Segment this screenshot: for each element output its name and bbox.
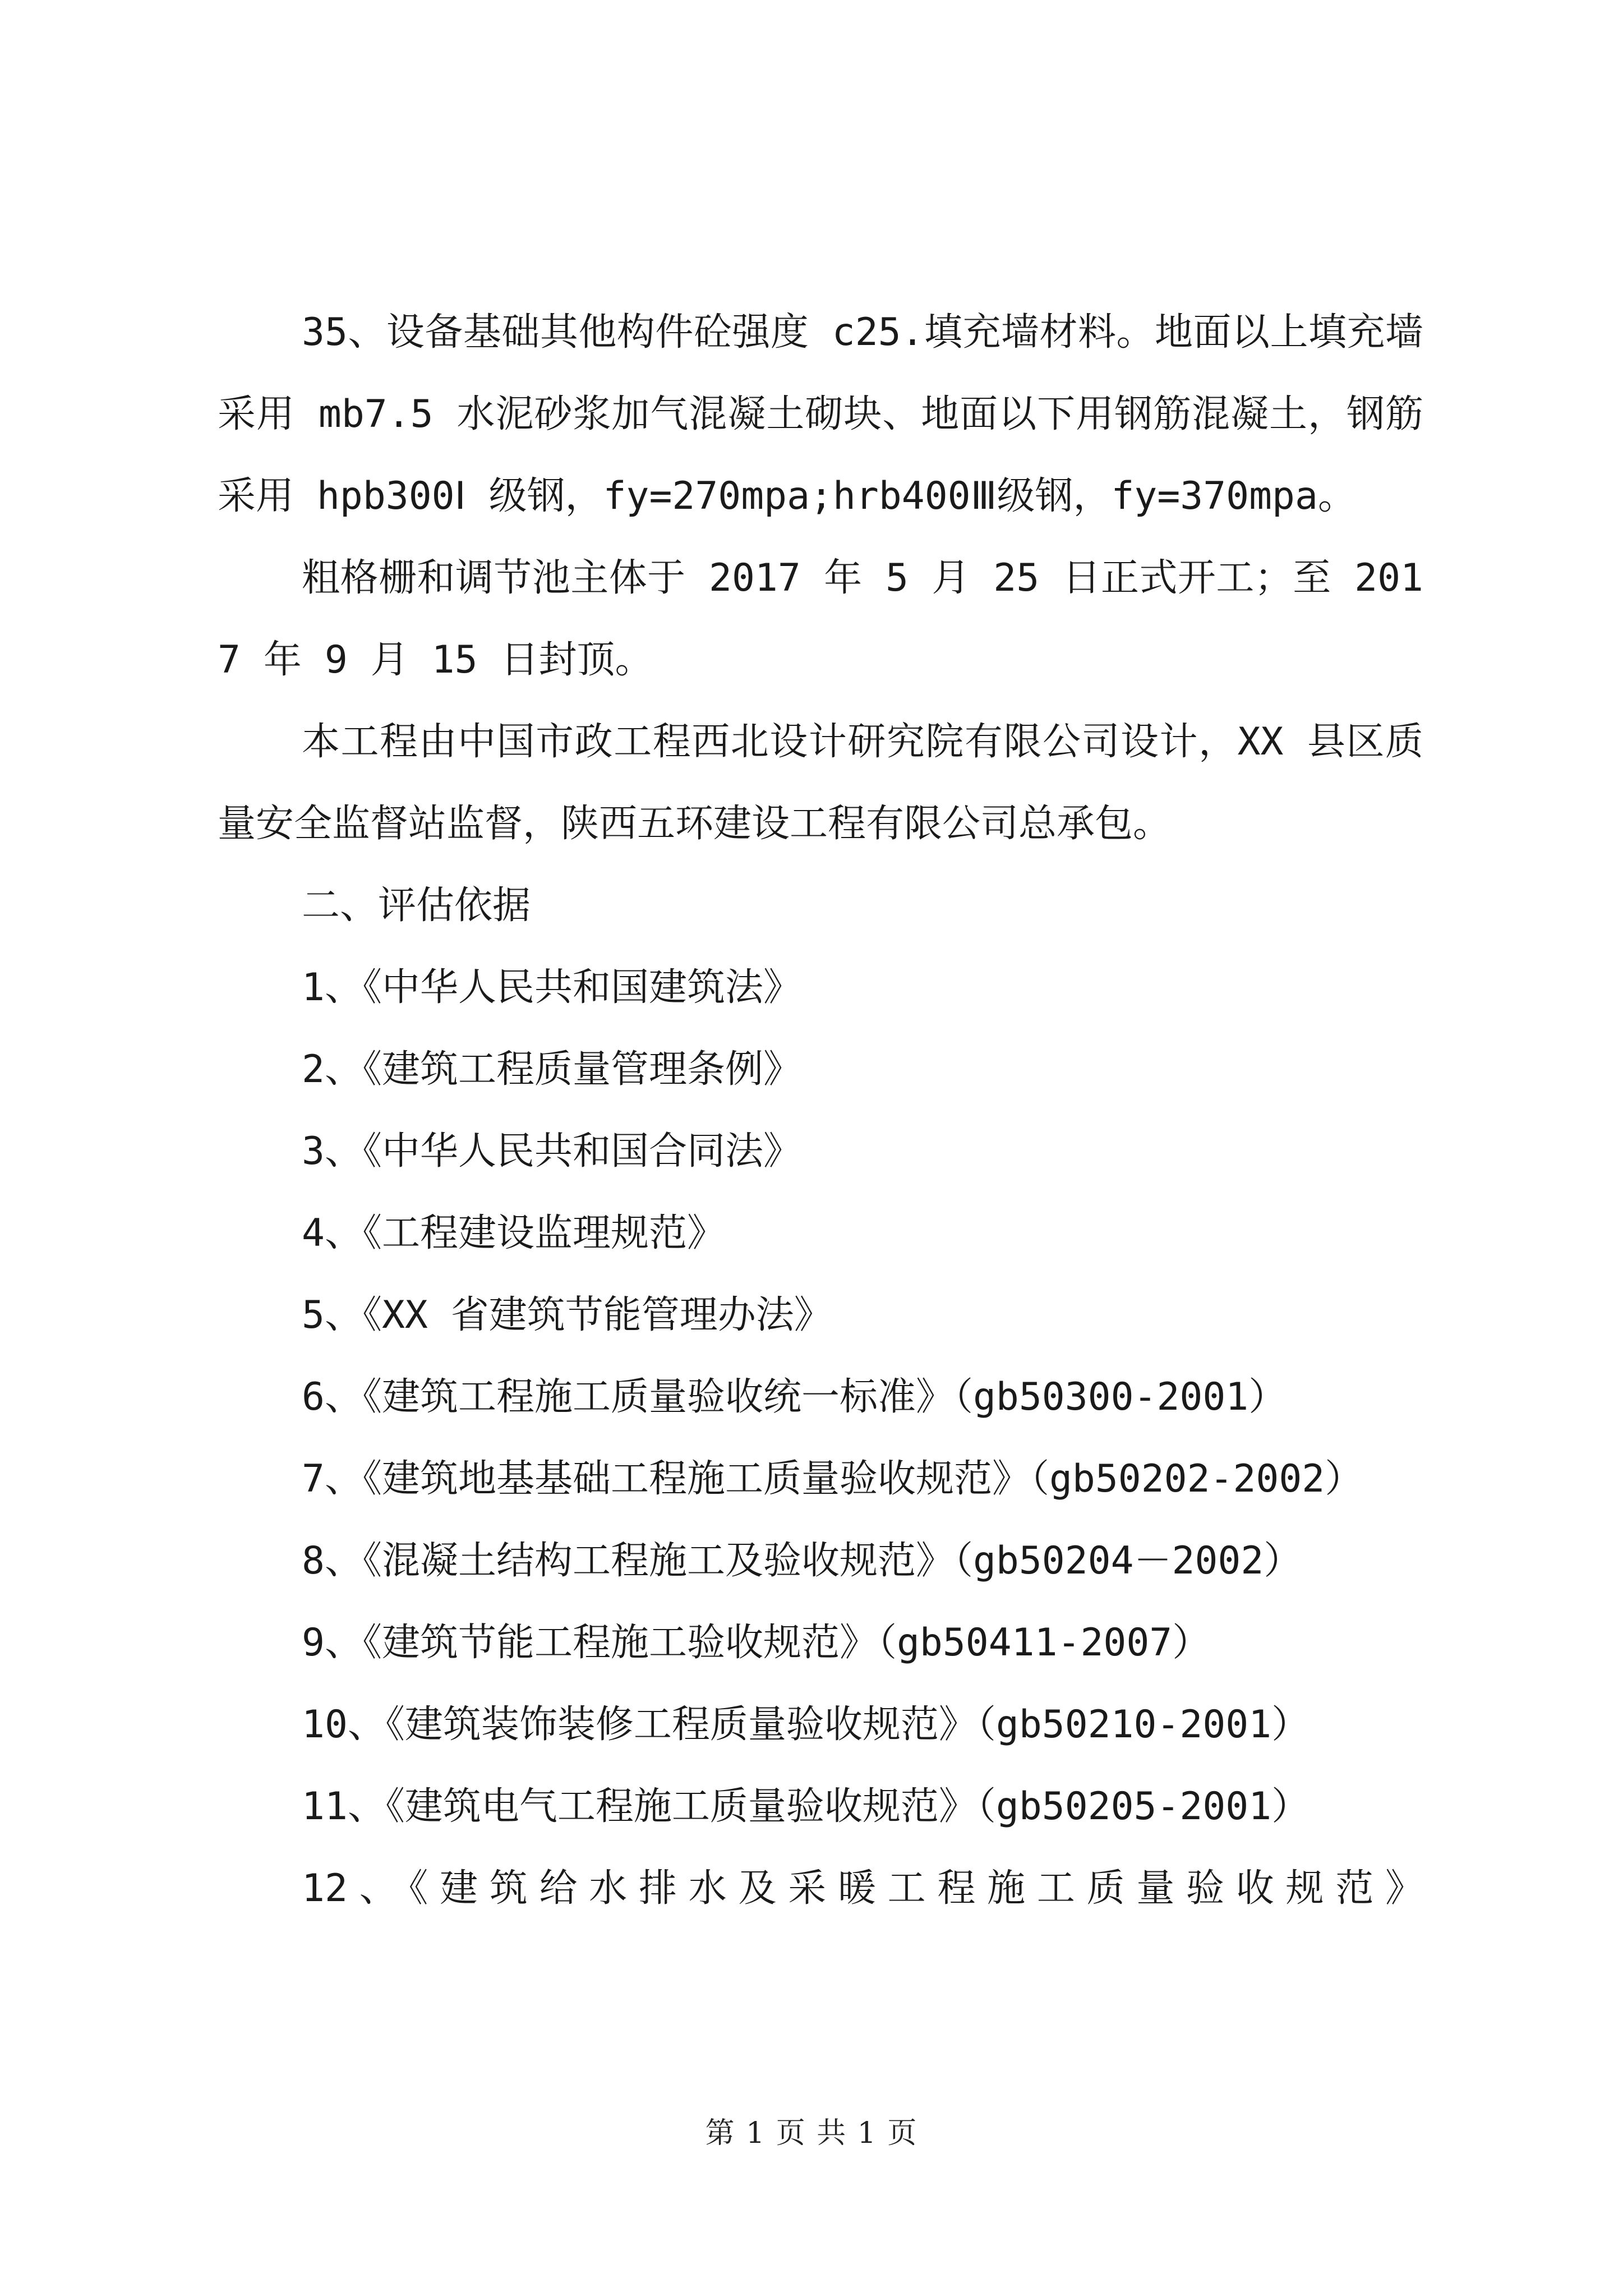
page-footer: 第 1 页 共 1 页 [705,2116,918,2150]
basis-item: 12、《建筑给水排水及采暖工程施工质量验收规范》 [302,1866,1423,1911]
basis-item: 3、《中华人民共和国合同法》 [302,1129,801,1174]
basis-item: 10、《建筑装饰装修工程质量验收规范》（gb50210-2001） [302,1703,1310,1747]
basis-item: 6、《建筑工程施工质量验收统一标准》（gb50300-2001） [302,1375,1287,1419]
basis-item: 9、《建筑节能工程施工验收规范》（gb50411-2007） [302,1621,1211,1665]
basis-item: 1、《中华人民共和国建筑法》 [302,965,801,1010]
section-heading: 二、评估依据 [302,884,531,928]
basis-item: 8、《混凝土结构工程施工及验收规范》（gb50204－2002） [302,1539,1302,1583]
basis-item: 5、《XX 省建筑节能管理办法》 [302,1293,832,1337]
basis-item: 4、《工程建设监理规范》 [302,1211,725,1255]
paragraph-parties: 本工程由中国市政工程西北设计研究院有限公司设计，XX 县区质量安全监督站监督，陕西五环建设工程有限公司总承包。 [218,720,1423,846]
basis-item: 2、《建筑工程质量管理条例》 [302,1047,801,1092]
basis-item: 11、《建筑电气工程施工质量验收规范》（gb50205-2001） [302,1784,1310,1829]
paragraph-schedule: 粗格栅和调节池主体于 2017 年 5 月 25 日正式开工；至 2017 年 9 月 15 日封顶。 [218,556,1423,682]
document-body [218,292,1423,1930]
basis-item: 7、《建筑地基基础工程施工质量验收规范》（gb50202-2002） [302,1457,1363,1501]
paragraph-materials: 35、设备基础其他构件砼强度 c25.填充墙材料。地面以上填充墙采用 mb7.5 水泥砂浆加气混凝土砌块、地面以下用钢筋混凝土，钢筋采用 hpb300Ⅰ 级钢，fy=270mpa;hrb400Ⅲ级钢，fy=370mpa。 [218,310,1423,518]
